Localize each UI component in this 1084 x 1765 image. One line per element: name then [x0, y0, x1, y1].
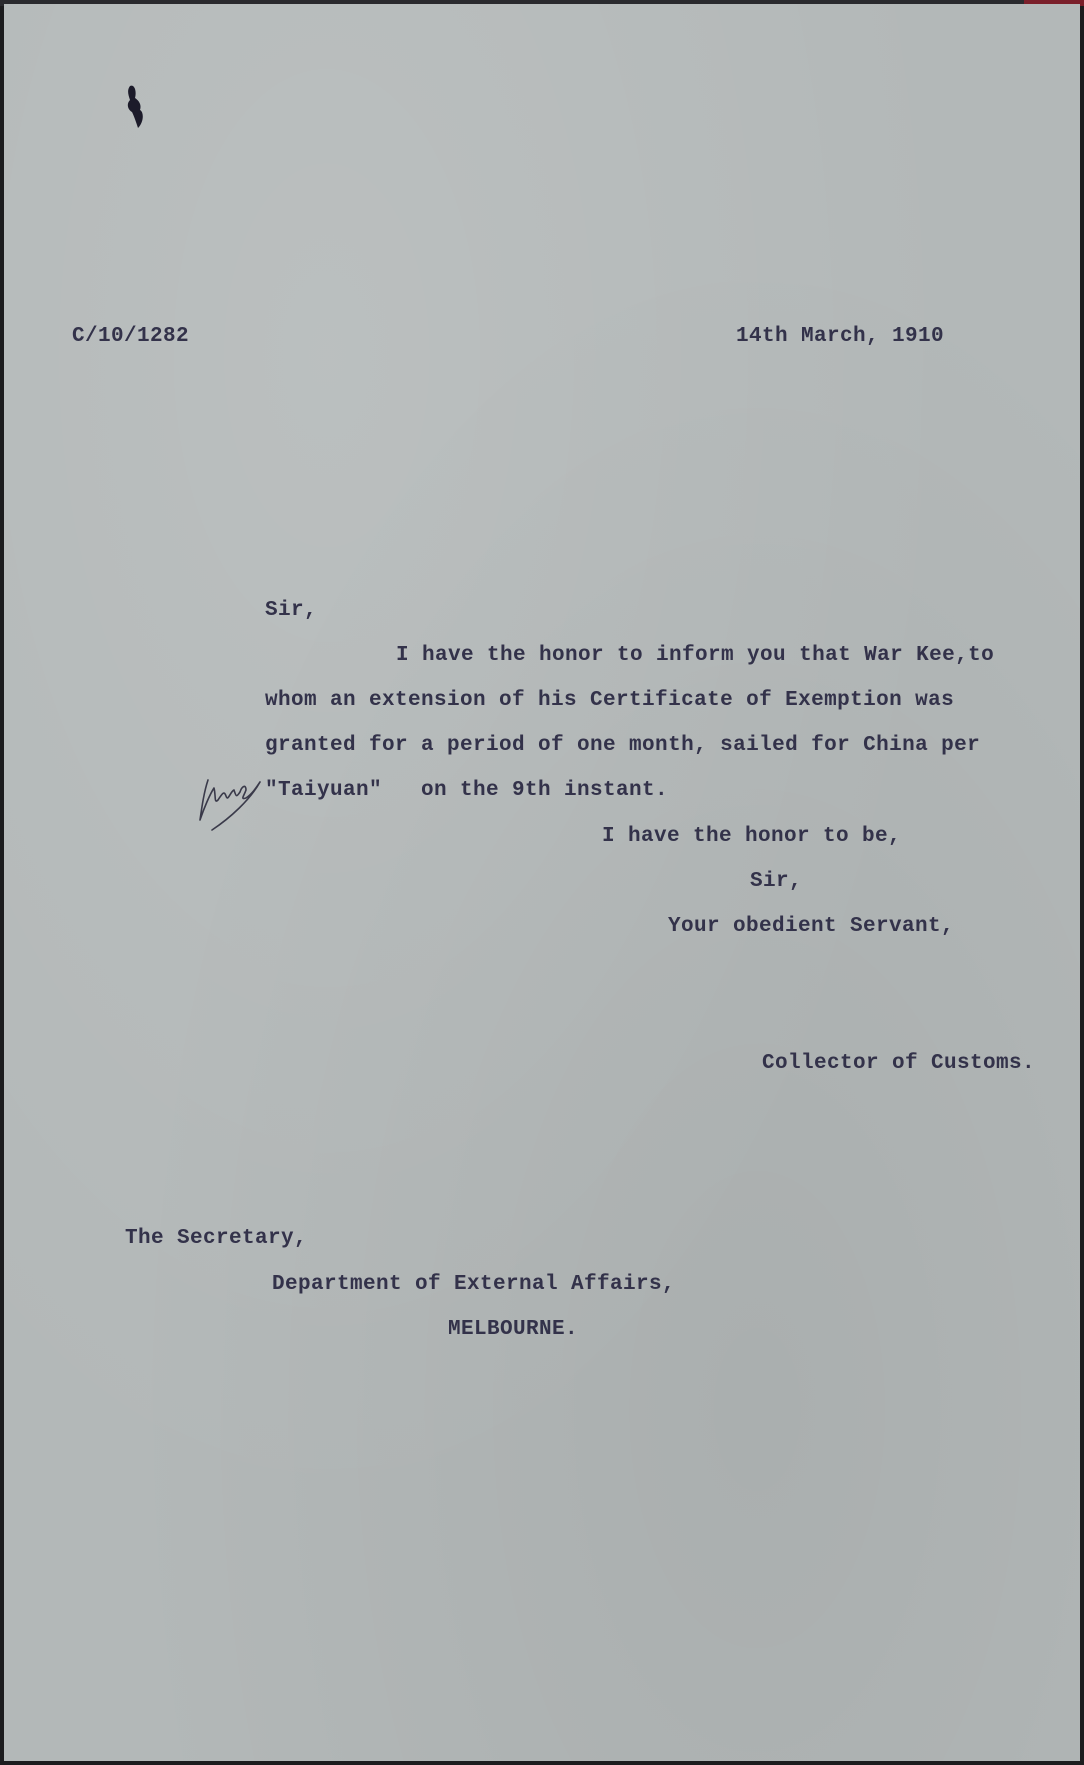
closing-line-1: I have the honor to be, — [602, 825, 902, 848]
signatory-title: Collector of Customs. — [762, 1052, 1036, 1075]
handwritten-initials-icon — [194, 772, 284, 832]
body-line-3: granted for a period of one month, sailed for China per — [265, 734, 981, 757]
letter-date: 14th March, 1910 — [736, 325, 945, 348]
body-line-4: "Taiyuan" on the 9th instant. — [265, 779, 669, 802]
closing-line-3: Your obedient Servant, — [668, 915, 955, 938]
addressee-line-2: Department of External Affairs, — [272, 1273, 676, 1296]
ink-blot-icon — [122, 82, 162, 132]
reference-number: C/10/1282 — [72, 325, 190, 348]
body-line-2: whom an extension of his Certificate of Exemption was — [265, 689, 955, 712]
addressee-line-3: MELBOURNE. — [448, 1318, 579, 1341]
addressee-line-1: The Secretary, — [125, 1227, 308, 1250]
closing-line-2: Sir, — [750, 870, 803, 893]
salutation: Sir, — [265, 599, 318, 622]
letter-page — [4, 4, 1080, 1761]
body-line-1: I have the honor to inform you that War Kee,to — [396, 644, 995, 667]
